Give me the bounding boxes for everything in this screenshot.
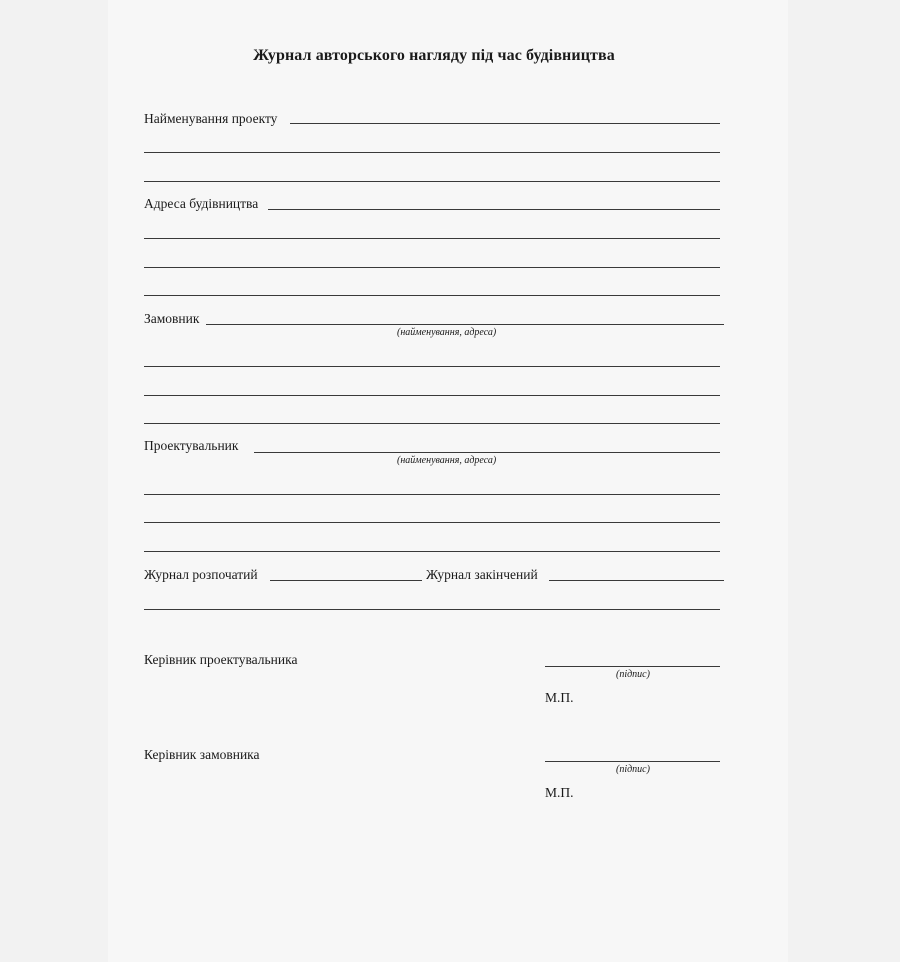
customer-line-4[interactable] bbox=[144, 423, 720, 424]
project-name-line-3[interactable] bbox=[144, 181, 720, 182]
designer-seal-label: М.П. bbox=[545, 690, 574, 705]
customer-label: Замовник bbox=[144, 311, 200, 326]
customer-line-2[interactable] bbox=[144, 366, 720, 367]
address-label: Адреса будівництва bbox=[144, 196, 259, 211]
journal-finished-label: Журнал закінчений bbox=[426, 567, 538, 582]
designer-line-2[interactable] bbox=[144, 494, 720, 495]
project-name-label: Найменування проекту bbox=[144, 111, 278, 126]
address-line-3[interactable] bbox=[144, 267, 720, 268]
project-name-line[interactable] bbox=[290, 123, 720, 124]
customer-hint: (найменування, адреса) bbox=[397, 327, 497, 338]
designer-line-4[interactable] bbox=[144, 551, 720, 552]
journal-started-line[interactable] bbox=[270, 580, 422, 581]
journal-started-label: Журнал розпочатий bbox=[144, 567, 258, 582]
customer-seal-label: М.П. bbox=[545, 785, 574, 800]
designer-line-3[interactable] bbox=[144, 522, 720, 523]
address-line-2[interactable] bbox=[144, 238, 720, 239]
address-line-4[interactable] bbox=[144, 295, 720, 296]
designer-line[interactable] bbox=[254, 452, 720, 453]
designer-head-label: Керівник проектувальника bbox=[144, 652, 298, 667]
customer-line-3[interactable] bbox=[144, 395, 720, 396]
journal-finished-line[interactable] bbox=[549, 580, 724, 581]
journal-extra-line[interactable] bbox=[144, 609, 720, 610]
designer-hint: (найменування, адреса) bbox=[397, 455, 497, 466]
address-line[interactable] bbox=[268, 209, 720, 210]
customer-signature-line[interactable] bbox=[545, 761, 720, 762]
document-sheet bbox=[108, 0, 788, 962]
customer-head-label: Керівник замовника bbox=[144, 747, 260, 762]
designer-label: Проектувальник bbox=[144, 438, 239, 453]
customer-signature-hint: (підпис) bbox=[616, 764, 650, 775]
project-name-line-2[interactable] bbox=[144, 152, 720, 153]
designer-signature-line[interactable] bbox=[545, 666, 720, 667]
customer-line[interactable] bbox=[206, 324, 724, 325]
document-title: Журнал авторського нагляду під час будівництва bbox=[253, 47, 615, 64]
designer-signature-hint: (підпис) bbox=[616, 669, 650, 680]
